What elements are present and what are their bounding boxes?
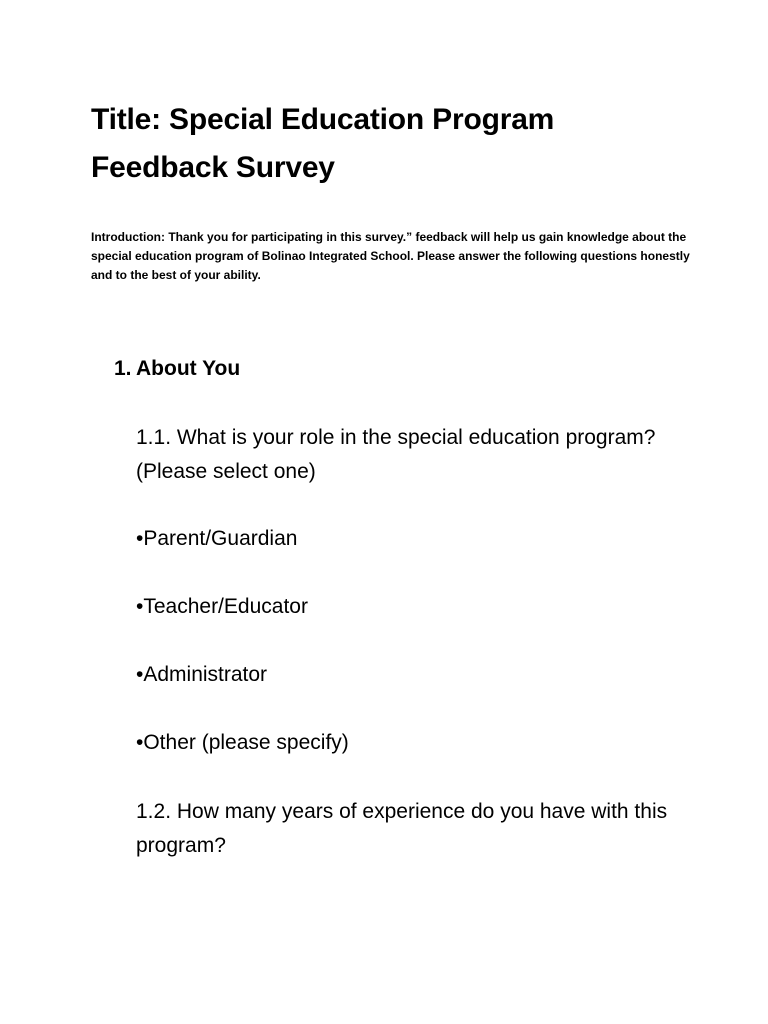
option-teacher-educator: •Teacher/Educator [136,595,308,618]
option-parent-guardian: •Parent/Guardian [136,527,298,550]
title-line-2: Feedback Survey [91,151,335,184]
section-number: 1. [114,357,132,380]
option-administrator: •Administrator [136,663,268,686]
introduction-paragraph: Introduction: Thank you for participating in this survey.” feedback will help us gain knowledge about the special education program of Bolinao Integrated School. Please answer the following questions honestly and to the best of your ability. [91,230,690,282]
question-experience-years: 1.2. How many years of experience do you have with this program? [136,800,668,857]
section-title: About You [136,357,241,380]
page-title [91,96,691,192]
question-role: 1.1. What is your role in the special education program? (Please select one) [136,426,656,483]
option-other: •Other (please specify) [136,731,349,754]
section-heading-about-you [114,354,240,384]
title-line-1: Title: Special Education Program [91,103,555,136]
